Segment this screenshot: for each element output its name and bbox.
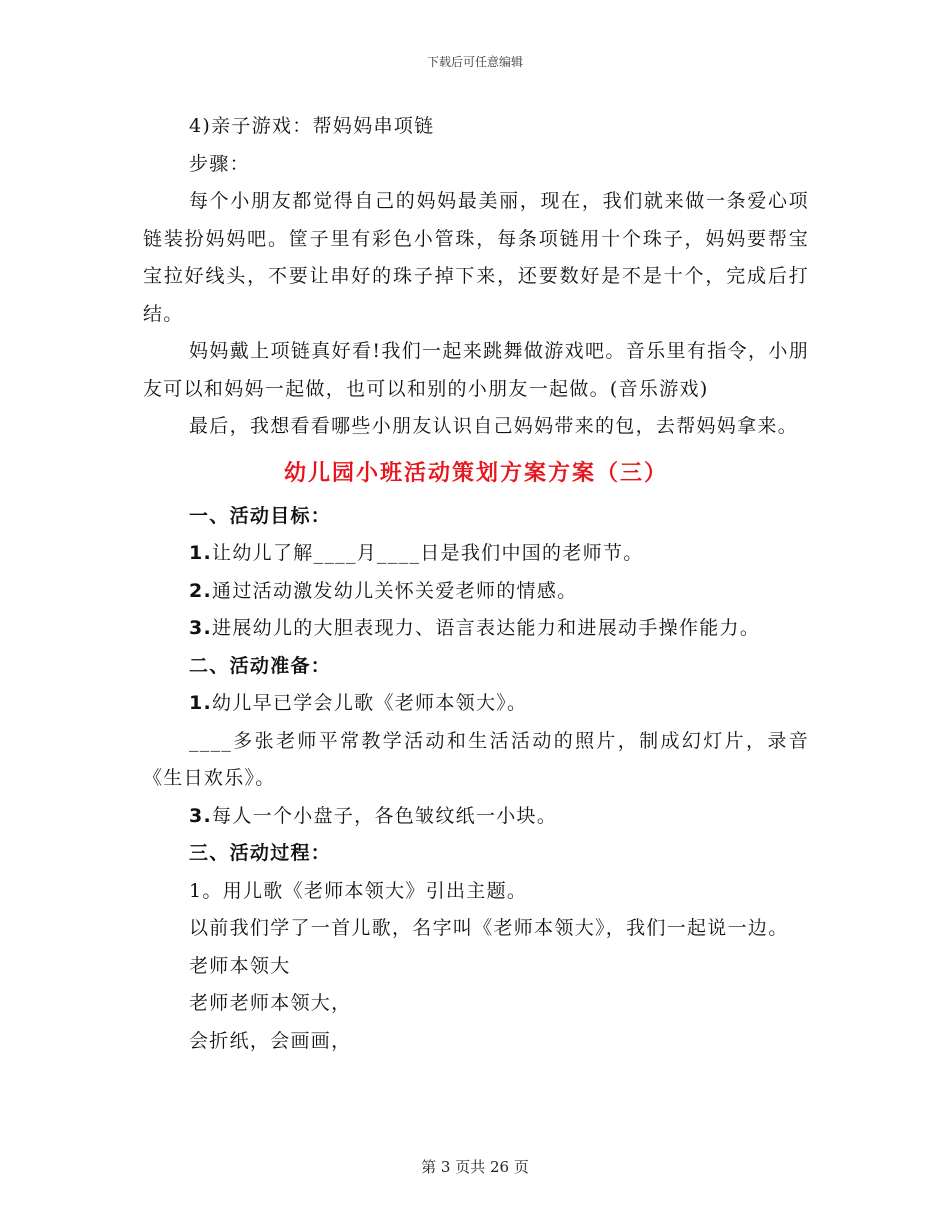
- prep-1-text: 幼儿早已学会儿歌《老师本领大》。: [212, 692, 528, 714]
- prep-item-1: [143, 685, 809, 723]
- goal-item-3: [143, 610, 809, 648]
- poem-line-1: 老师老师本领大，: [189, 992, 352, 1014]
- paragraph-finale: 最后，我想看看哪些小朋友认识自己妈妈带来的包，去帮妈妈拿来。: [189, 415, 799, 437]
- goal-item-1: [143, 535, 809, 573]
- process-heading: 三、活动过程：: [189, 842, 332, 864]
- goal-3-number: 3.: [189, 617, 213, 639]
- document-body: [143, 108, 809, 1060]
- goal-2-text: 通过活动激发幼儿关怀关爱老师的情感。: [212, 579, 578, 602]
- paragraph-dance: 妈妈戴上项链真好看!我们一起来跳舞做游戏吧。音乐里有指令，小朋友可以和妈妈一起做，也可以和别的小朋友一起做。(音乐游戏): [143, 340, 809, 400]
- prep-3-text: 每人一个小盘子，各色皱纹纸一小块。: [212, 804, 558, 827]
- goal-3-text: 进展幼儿的大胆表现力、语言表达能力和进展动手操作能力。: [212, 617, 761, 639]
- page-header: 下载后可任意编辑: [426, 55, 523, 69]
- prep-heading: 二、活动准备：: [189, 654, 332, 677]
- goal-2-number: 2.: [189, 579, 213, 602]
- section-title: 幼儿园小班活动策划方案方案（三）: [283, 460, 668, 486]
- goal-1-number: 1.: [189, 542, 213, 564]
- poem-line-2: 会折纸，会画画，: [189, 1029, 352, 1052]
- prep-item-3: [143, 798, 809, 836]
- paragraph-steps-label: 步骤：: [189, 152, 250, 175]
- paragraph-game-title: 4)亲子游戏：帮妈妈串项链: [189, 115, 435, 137]
- goal-1-text: 让幼儿了解____月____日是我们中国的老师节。: [212, 542, 644, 564]
- paragraph-steps-body: 每个小朋友都觉得自己的妈妈最美丽，现在，我们就来做一条爱心项链装扮妈妈吧。筐子里有彩色小管珠，每条项链用十个珠子，妈妈要帮宝宝拉好线头，不要让串好的珠子掉下来，还要数好是不是十个，完成后打结。: [143, 190, 809, 325]
- prep-3-number: 3.: [189, 804, 213, 827]
- prep-item-2: ____多张老师平常教学活动和生活活动的照片，制成幻灯片，录音《生日欢乐》。: [143, 729, 809, 789]
- page-footer: 第 3 页共 26 页: [421, 1158, 529, 1176]
- goals-heading: 一、活动目标：: [189, 504, 332, 527]
- process-intro: 以前我们学了一首儿歌，名字叫《老师本领大》，我们一起说一边。: [189, 917, 789, 939]
- poem-title: 老师本领大: [189, 954, 291, 977]
- prep-1-number: 1.: [189, 692, 213, 714]
- goal-item-2: [143, 573, 809, 611]
- process-step-1: 1。用儿歌《老师本领大》引出主题。: [189, 879, 528, 902]
